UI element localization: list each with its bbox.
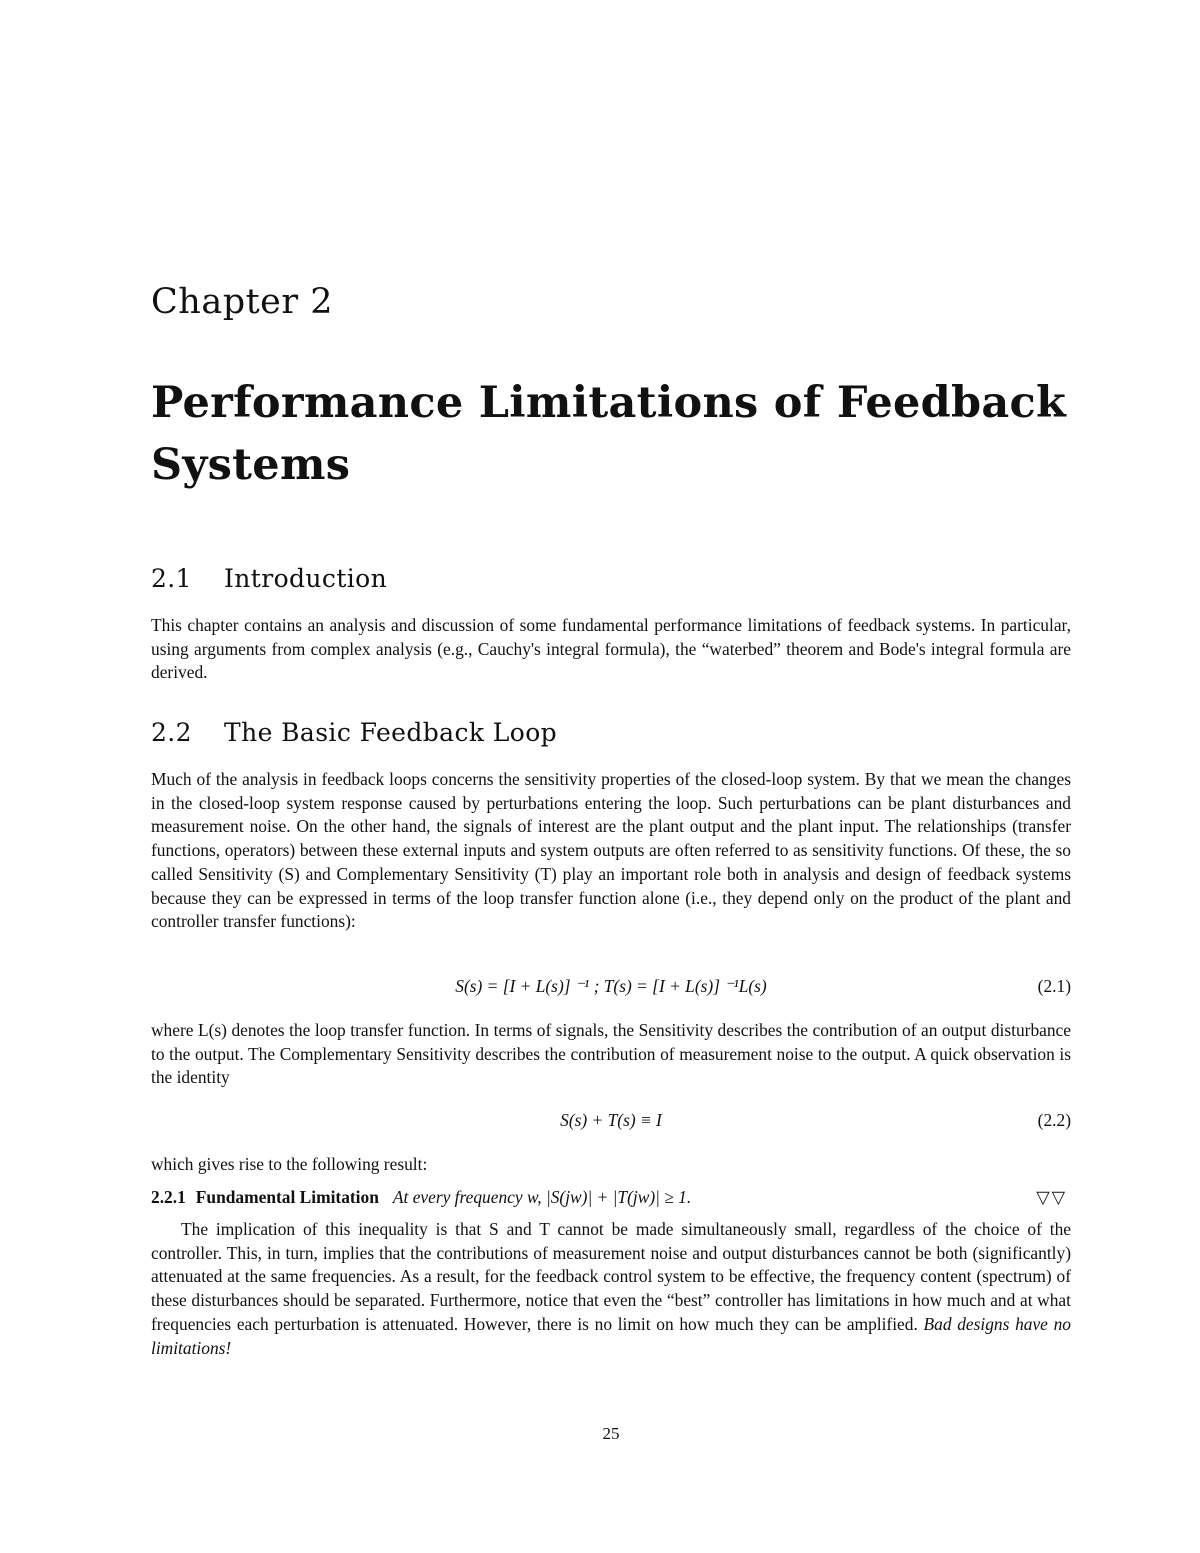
section-title: The Basic Feedback Loop [224,718,558,747]
equation-expression: S(s) + T(s) ≡ I [560,1110,662,1130]
chapter-title: Performance Limitations of Feedback Systems [151,378,1067,490]
section-title: Introduction [224,564,388,593]
page-number: 25 [602,1424,620,1443]
section-heading-basic-feedback-loop [151,718,557,747]
introduction-paragraph: This chapter contains an analysis and discussion of some fundamental performance limitations of feedback systems. In particular, using arguments from complex analysis (e.g., Cauchy's integral formula), the “waterbed” theorem and Bode's integral formula are derived. [151,615,1071,683]
document-page [151,0,1071,1553]
implication-emphasis: Bad designs have no limitations! [151,1313,1071,1358]
theorem-fundamental-limitation [151,1185,1071,1209]
equation-number: (2.1) [1037,976,1071,996]
section-number: 2.1 [151,564,192,593]
equation-2-2 [151,1110,1071,1134]
section-number: 2.2 [151,718,192,747]
equation-2-1 [151,976,1071,1000]
section-heading-introduction [151,564,387,593]
after-equation-2-paragraph: which gives rise to the following result: [151,1154,428,1174]
theorem-number: 2.2.1 [151,1187,186,1207]
implication-text: The implication of this inequality is that S and T cannot be made simultaneously small, regardless of the choice of the controller. This, in turn, implies that the contributions of measurement noise and output disturbances cannot be both (significantly) attenuated at the same frequencies. As a result, for the feedback control system to be effective, the frequency content (spectrum) of these disturbances should be separated. Furthermore, notice that even the “best” controller has limitations in how much and at what frequencies each perturbation is attenuated. However, there is no limit on how much they can be amplified. [151,1219,1071,1334]
equation-number: (2.2) [1037,1110,1071,1130]
implication-paragraph [151,1218,1071,1360]
feedback-loop-paragraph: Much of the analysis in feedback loops concerns the sensitivity properties of the closed-loop system. By that we mean the changes in the closed-loop system response caused by perturbations entering the loop. Such perturbations can be plant disturbances and measurement noise. On the other hand, the signals of interest are the plant output and the plant input. The relationships (transfer functions, operators) between these external inputs and system outputs are often referred to as sensitivity functions. Of these, the so called Sensitivity (S) and Complementary Sensitivity (T) play an important role both in analysis and design of feedback systems because they can be expressed in terms of the loop transfer function alone (i.e., they depend only on the product of the plant and controller transfer functions): [151,769,1071,932]
after-equation-1-paragraph: where L(s) denotes the loop transfer function. In terms of signals, the Sensitivity describes the contribution of an output disturbance to the output. The Complementary Sensitivity describes the contribution of measurement noise to the output. A quick observation is the identity [151,1020,1071,1088]
theorem-end-mark: ▽▽ [1036,1187,1067,1207]
theorem-statement: At every frequency w, |S(jw)| + |T(jw)| ≥ 1. [392,1187,692,1207]
theorem-name: Fundamental Limitation [195,1187,379,1207]
chapter-label: Chapter 2 [151,282,333,322]
equation-expression: S(s) = [I + L(s)] ⁻¹ ; T(s) = [I + L(s)] ⁻¹L(s) [455,976,767,996]
